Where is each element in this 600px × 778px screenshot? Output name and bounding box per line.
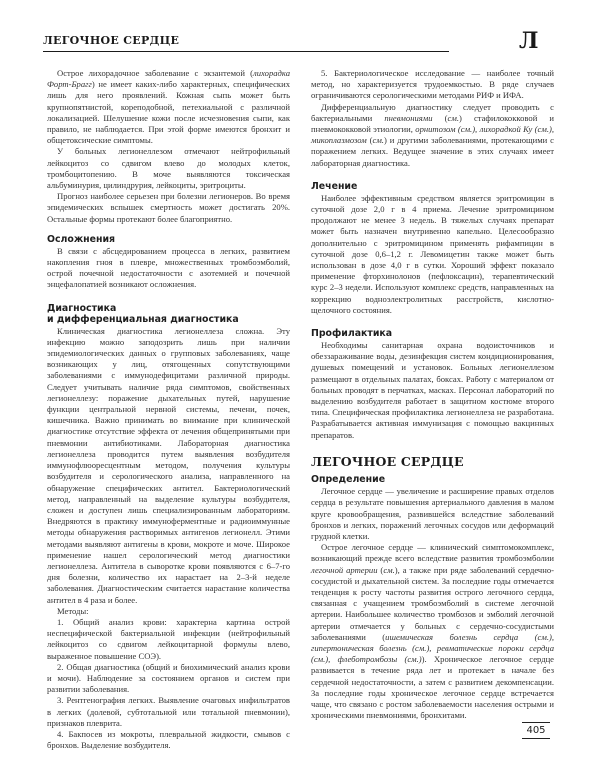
paragraph-fort-bragg: Острое лихорадочное заболевание с экзантемой (лихорадка Форт-Брагг) не имеет каких-либо характерных, специфических лишь для него проявлений. Кожная сыпь может быть крупнопятнистой, кореподобной, петехиальной с различной локализацией. Шелушение кожи после исчезновения сыпи, как правило, не наблюдается. При этой форме имеются бронхит и общетоксические симптомы.	[47, 68, 290, 146]
paragraph-lab-findings: У больных легионеллезом отмечают нейтрофильный лейкоцитоз со сдвигом влево до молодых клеток, тромбоцитопению. В моче выявляются токсическая альбуминурия, цилиндрурия, лейкоциты, эритроциты.	[47, 146, 290, 191]
left-column	[47, 68, 290, 751]
term-fort-bragg: лихорадка Форт-Брагг	[47, 68, 290, 90]
heading-diagnostics: Диагностика и дифференциальная диагностика	[47, 302, 239, 325]
page-number: 405	[522, 722, 550, 739]
cross-ref-pulmonary-artery[interactable]: легочной артерии	[311, 564, 378, 575]
cross-ref-diseases[interactable]: орнитозом (см.), лихорадкой Ку (см.), микоплазмозом	[311, 124, 555, 146]
paragraph-treatment: Наиболее эффективным средством является эритромицин в суточной дозе 2,0 г в 4 приема. Лечение эритромицином продолжают не менее 3 недель. В тяжелых случаях препарат может быть назначен внутривенно капельно. Целесообразно дополнительно с эритромицином применять рифампицин в суточной дозе 0,6–1,2 г. Левомицетин также может быть использован в дозе 4,0 г в сутки. Хороший эффект показало применение фторхинолонов (пефлоксацин), терапевтический курс 2–3 недели. Используют комплекс средств, направленных на коррекцию водноэлектролитных расстройств, кислотно-щелочного состояния.	[311, 192, 554, 315]
method-item: 3. Рентгенография легких. Выявление очаговых инфильтратов в легких (долевой, субтотальной или тотальной пневмонии), признаков плеврита.	[47, 695, 290, 728]
cross-ref-cardiovascular[interactable]: ишемическая болезнь сердца (см.), гипертоническая болезнь (см.), ревматические пороки сердца (см.), флеботромбозы (см.)	[311, 631, 554, 665]
heading-complications: Осложнения	[47, 233, 116, 245]
paragraph-prognosis: Прогноз наиболее серьезен при болезни легионеров. Во время эпидемических вспышек смертность может достигать 20%. Остальные формы протекают более благоприятно.	[47, 191, 290, 224]
paragraph-diagnostics: Клиническая диагностика легионеллеза сложна. Эту инфекцию можно заподозрить лишь при наличии эпидемиологических данных о групповых заболеваниях, чаще возникающих у лиц, отягощенных сопутствующими заболеваниями с иммунодефицитами различной природы. Следует учитывать наличие ряда симптомов, свойственных легионеллезу: поражение дыхательных путей, нарушение функции центральной нервной системы, печени, почек, кишечника. Важно принимать во внимание при клинической диагностике отсутствие эффекта от лечения общепринятыми при пневмонии антибиотиками. Лабораторная диагностика легионеллеза проводится путем выявления возбудителя иммунофлюоресцентным методом, получения культуры возбудителя и серологического анализа, направленного на обнаружение специфических антител. Бактериологический метод, направленный на выделение культуры возбудителя, сложен и доступен лишь специализированным лабораториям. Внедряются в практику иммуноферментные и радиоиммунные методы обнаружения растворимых антигенов легионелл. Этими методами выявляют антигены в крови, мокроте и моче. Широкое применение нашел серологический метод диагностики легионеллеза. Антитела в сыворотке крови появляются с 6–7-го дня болезни, количество их нарастает на 2–3-й неделе заболевания. Диагностическим считается нарастание количества антител в 4 раза и более.	[47, 325, 290, 605]
running-head: ЛЕГОЧНОЕ СЕРДЦЕ	[43, 34, 449, 52]
paragraph-complications: В связи с абсцедированием процесса в легких, развитием накопления гноя в плевре, множественных тромбоэмболий, острой почечной недостаточности с азотемией и почечной энцефалопатией возникают осложнения.	[47, 245, 290, 290]
paragraph-differential: Дифференциальную диагностику следует проводить с бактериальными пневмониями (см.) стафилококковой и пневмококковой этиологии, орнитозом (см.), лихорадкой Ку (см.), микоплазмозом (см.) и другими заболеваниями, протекающими с поражением легких. Ведущее значение в этих случаях имеет лабораторная диагностика.	[311, 101, 555, 168]
letter-tab: Л	[519, 28, 539, 54]
article-title: ЛЕГОЧНОЕ СЕРДЦЕ	[311, 453, 464, 469]
heading-definition: Определение	[311, 474, 386, 486]
heading-prevention: Профилактика	[311, 328, 393, 340]
heading-treatment: Лечение	[311, 180, 358, 192]
method-item: 4. Бакпосев из мокроты, плевральной жидкости, смывов с бронхов. Выделение возбудителя.	[47, 728, 290, 751]
methods-label: Методы:	[57, 605, 89, 616]
method-item: 2. Общая диагностика (общий и биохимический анализ крови и мочи). Наблюдение за состоянием органов и систем при развитии заболевания.	[47, 661, 290, 695]
paragraph-definition: Легочное сердце — увеличение и расширение правых отделов сердца в результате повышения артериального давления в малом круге кровообращения, развившейся вследствие заболеваний бронхов и легких, поражений легочных сосудов или деформаций грудной клетки.	[311, 486, 554, 541]
cross-ref-pneumonia[interactable]: пневмониями	[384, 112, 433, 123]
method-item: 5. Бактериологическое исследование — наиболее точный метод, но характеризуется трудоемкостью. В ряде случаев ограничиваются серологическими методами РИФ и ИФА.	[311, 68, 554, 101]
method-item: 1. Общий анализ крови: характерна картина острой неспецифической бактериальной инфекции (нейтрофильный лейкоцитоз со сдвигом лейкоцитарной формулы влево, выраженное повышение СОЭ).	[47, 616, 290, 661]
paragraph-prevention: Необходимы санитарная охрана водоисточников и обеззараживание воды, дезинфекция систем кондиционирования, душевых помещений и установок. Больных легионеллезом размещают в отдельных палатах, боксах. Работу с материалом от больных проводят в перчатках, масках. Персонал лабораторий по выделению возбудителя работает в защитном костюме второго типа. Специфическая профилактика легионеллеза не разработана. Разрабатывается активная иммунизация с помощью вакцинных препаратов.	[311, 340, 554, 440]
paragraph-acute-chronic: Острое легочное сердце — клинический симптомокомплекс, возникающий прежде всего вследствие развития тромбоэмболии легочной артерии (см.), а также при ряде заболеваний сердечно-сосудистой и дыхательной систем. За последние годы отмечается тенденция к росту частоты развития острого легочного сердца, связанная с учащением тромбоэмболий в системе легочной артерии. Наибольшее количество тромбозов и эмболий легочной артерии отмечается у больных с сердечно-сосудистыми заболеваниями (ишемическая болезнь сердца (см.), гипертоническая болезнь (см.), ревматические пороки сердца (см.), флеботромбозы (см.)). Хроническое легочное сердце развивается в течение ряда лет и протекает в начале без сердечной недостаточности, а затем с развитием декомпенсации. За последние годы хроническое легочное сердце встречается чаще, что связано с ростом заболеваемости населения острыми и хроническими пневмониями, бронхитами.	[311, 542, 555, 721]
right-column	[311, 68, 554, 721]
